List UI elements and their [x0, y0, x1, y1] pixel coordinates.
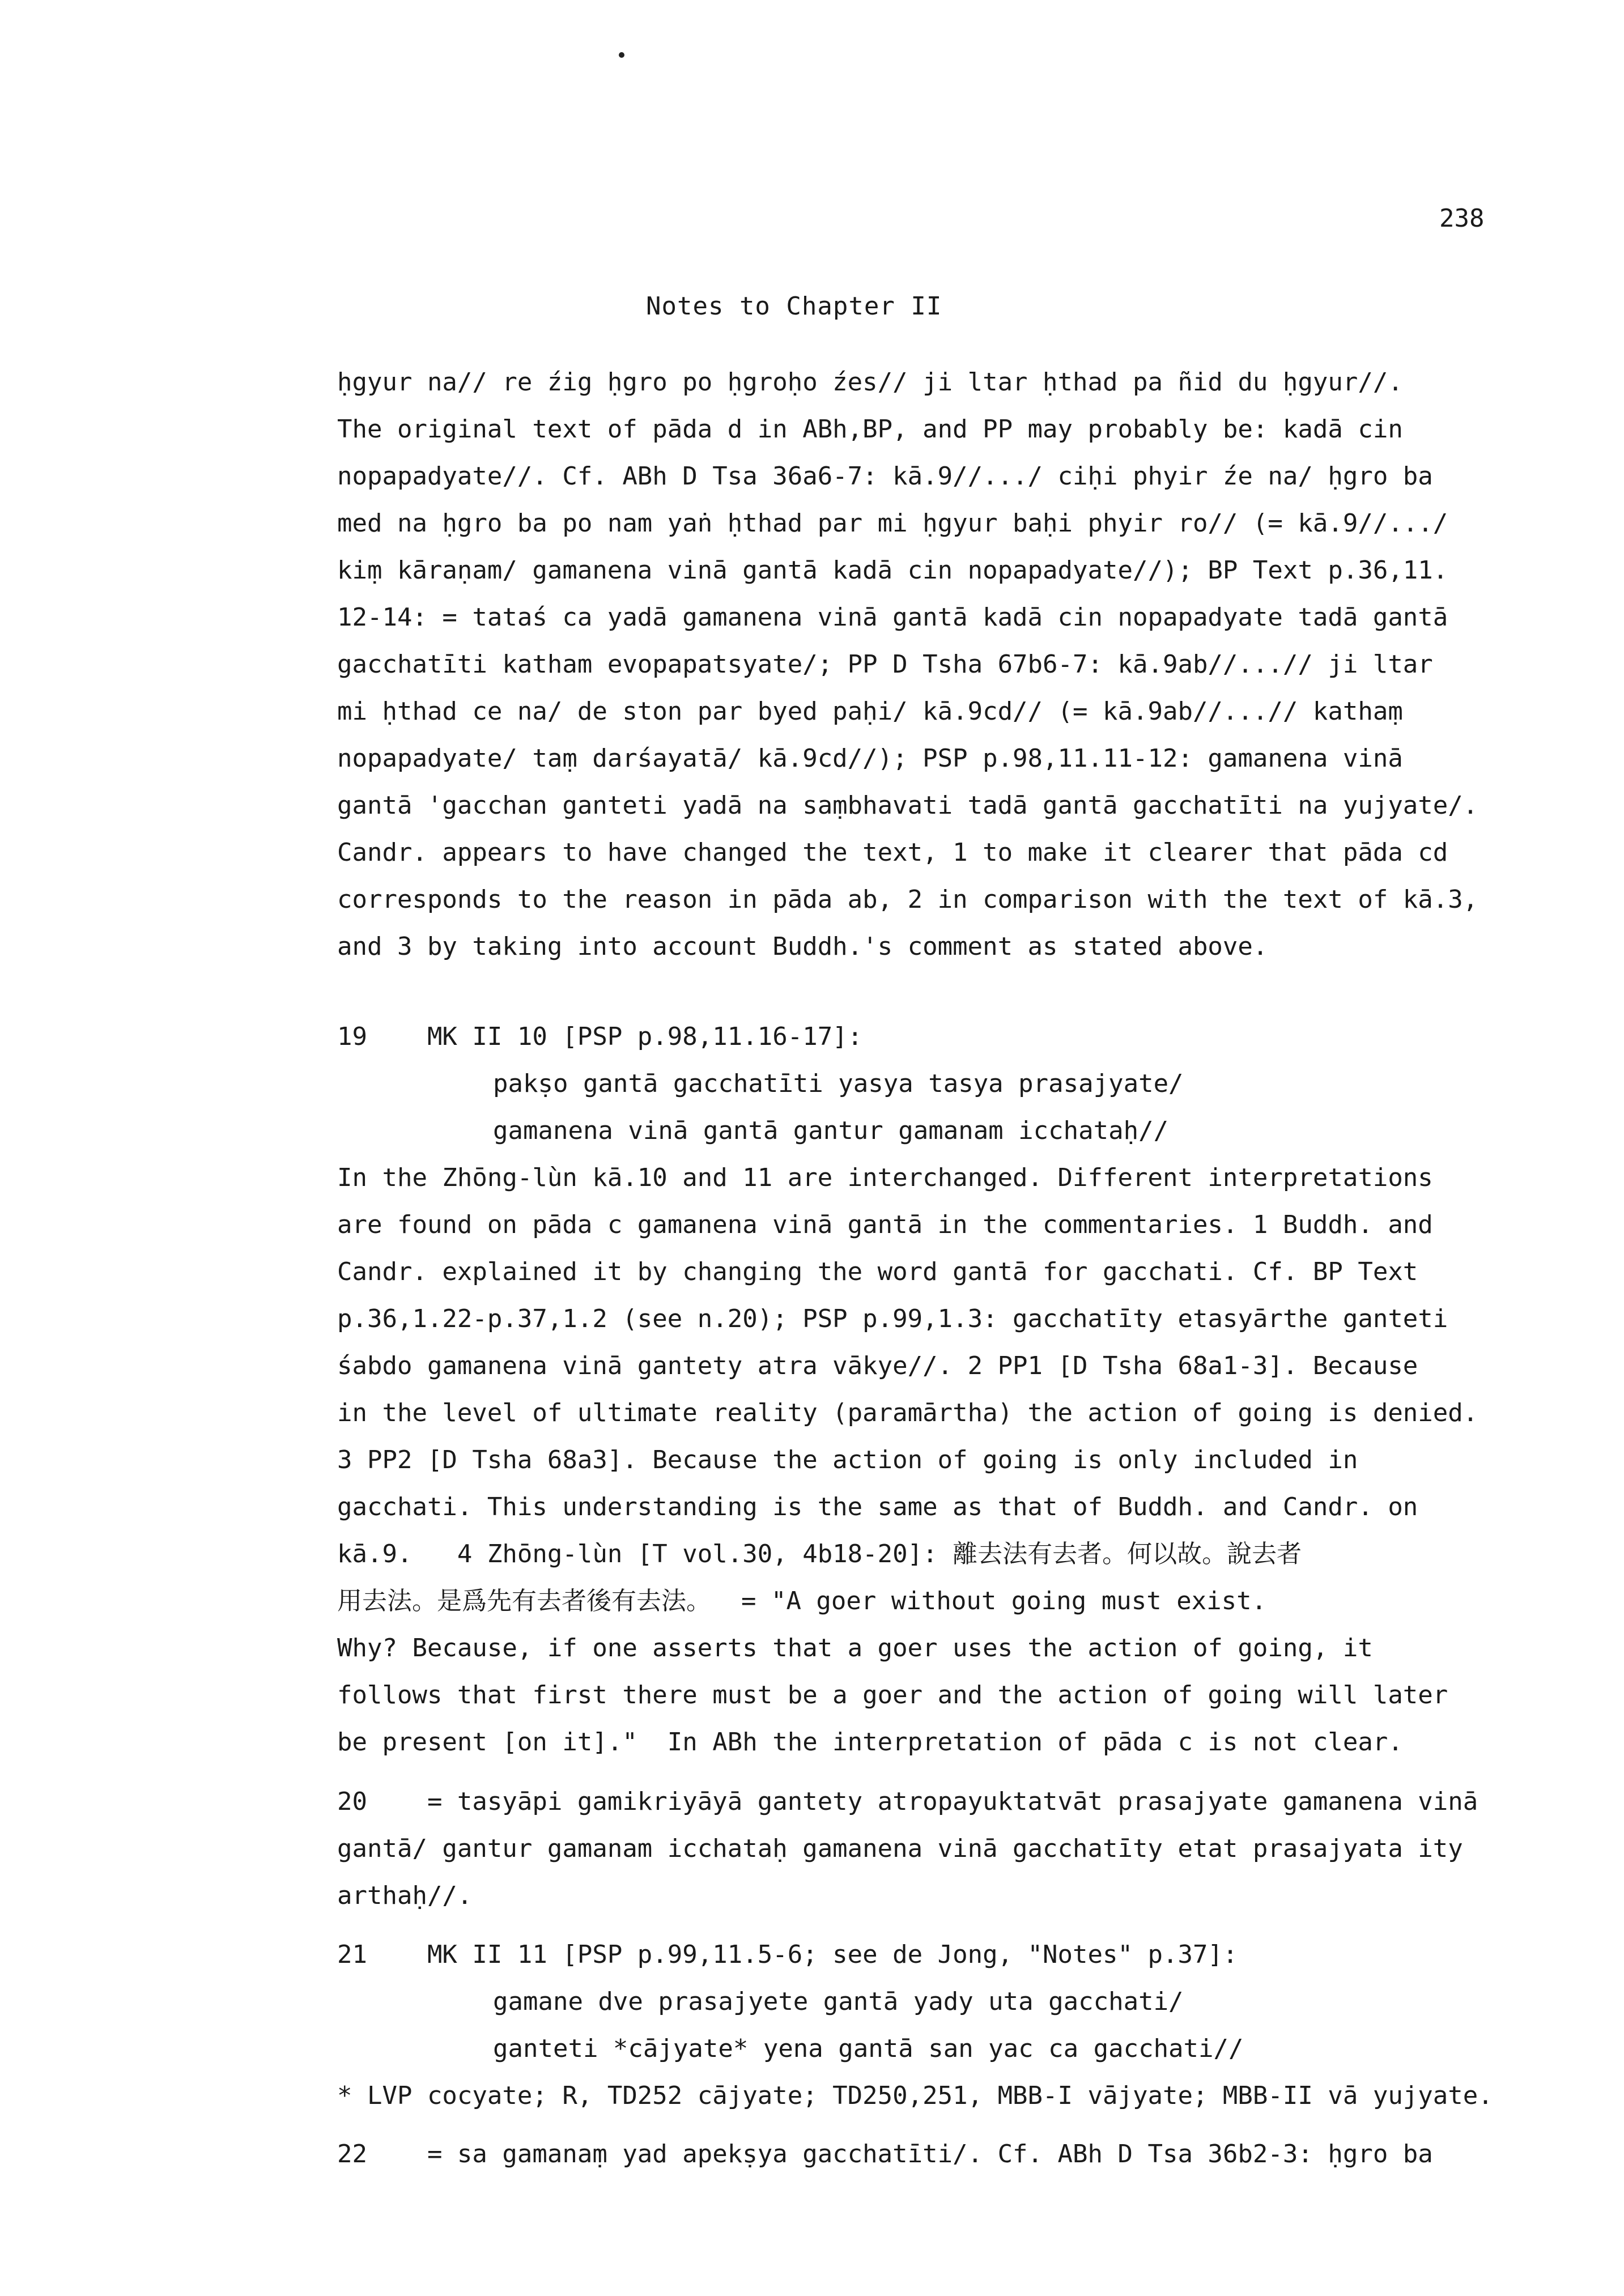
- text-line: gantā/ gantur gamanam icchataḥ gamanena vinā gacchatīty etat prasajyata ity: [337, 1834, 1463, 1863]
- text-line: Why? Because, if one asserts that a goer uses the action of going, it: [337, 1634, 1373, 1663]
- page-number: 238: [1439, 204, 1485, 233]
- text-line: In the Zhōng-lùn kā.10 and 11 are interchanged. Different interpretations: [337, 1163, 1433, 1192]
- text-line: 12-14: = tataś ca yadā gamanena vinā gantā kadā cin nopapadyate tadā gantā: [337, 603, 1448, 632]
- text-line: p.36,1.22-p.37,1.2 (see n.20); PSP p.99,1.3: gacchatīty etasyārthe ganteti: [337, 1304, 1448, 1333]
- text-line: and 3 by taking into account Buddh.'s comment as stated above.: [337, 932, 1268, 961]
- text-line: gacchati. This understanding is the same as that of Buddh. and Candr. on: [337, 1493, 1418, 1521]
- text-line: in the level of ultimate reality (paramārtha) the action of going is denied.: [337, 1398, 1478, 1427]
- verse-line: ganteti *cājyate* yena gantā san yac ca gacchati//: [493, 2034, 1244, 2063]
- text-line: The original text of pāda d in ABh,BP, and PP may probably be: kadā cin: [337, 415, 1403, 444]
- text-line: be present [on it]." In ABh the interpretation of pāda c is not clear.: [337, 1728, 1403, 1757]
- text-line: gacchatīti katham evopapatsyate/; PP D Tsha 67b6-7: kā.9ab//...// ji ltar: [337, 650, 1433, 679]
- verse-line: gamanena vinā gantā gantur gamanam icchataḥ//: [493, 1116, 1169, 1145]
- text-line: 3 PP2 [D Tsha 68a3]. Because the action of going is only included in: [337, 1445, 1358, 1474]
- text-line: Candr. explained it by changing the word gantā for gacchati. Cf. BP Text: [337, 1257, 1418, 1286]
- text-line: follows that first there must be a goer and the action of going will later: [337, 1681, 1448, 1710]
- text-line: gantā 'gacchan ganteti yadā na saṃbhavati tadā gantā gacchatīti na yujyate/.: [337, 791, 1478, 820]
- note-21-heading: 21 MK II 11 [PSP p.99,11.5-6; see de Jong, "Notes" p.37]:: [337, 1940, 1238, 1969]
- note-20: 20 = tasyāpi gamikriyāyā gantety atropayuktatvāt prasajyate gamanena vinā: [337, 1787, 1478, 1816]
- speck-mark: [619, 52, 624, 58]
- text-line: mi ḥthad ce na/ de ston par byed paḥi/ kā.9cd// (= kā.9ab//...// kathaṃ: [337, 697, 1403, 726]
- text-line: 用去法。是爲先有去者後有去法。 = "A goer without going must exist.: [337, 1587, 1267, 1615]
- text-line: med na ḥgro ba po nam yaṅ ḥthad par mi ḥgyur baḥi phyir ro// (= kā.9//.../: [337, 509, 1448, 538]
- note-22: 22 = sa gamanaṃ yad apekṣya gacchatīti/. Cf. ABh D Tsa 36b2-3: ḥgro ba: [337, 2140, 1433, 2169]
- text-line: corresponds to the reason in pāda ab, 2 in comparison with the text of kā.3,: [337, 885, 1478, 914]
- note-19-heading: 19 MK II 10 [PSP p.98,11.16-17]:: [337, 1022, 863, 1051]
- verse-line: pakṣo gantā gacchatīti yasya tasya prasajyate/: [493, 1069, 1184, 1098]
- text-line: nopapadyate//. Cf. ABh D Tsa 36a6-7: kā.9//.../ ciḥi phyir źe na/ ḥgro ba: [337, 462, 1433, 491]
- page-header: Notes to Chapter II: [646, 292, 942, 321]
- variant-readings: * LVP cocyate; R, TD252 cājyate; TD250,251, MBB-I vājyate; MBB-II vā yujyate.: [337, 2081, 1493, 2110]
- text-line: are found on pāda c gamanena vinā gantā in the commentaries. 1 Buddh. and: [337, 1210, 1433, 1239]
- text-line: śabdo gamanena vinā gantety atra vākye//. 2 PP1 [D Tsha 68a1-3]. Because: [337, 1351, 1418, 1380]
- text-line: nopapadyate/ taṃ darśayatā/ kā.9cd//); PSP p.98,11.11-12: gamanena vinā: [337, 744, 1403, 773]
- text-line: arthaḥ//.: [337, 1881, 473, 1910]
- text-line: kā.9. 4 Zhōng-lùn [T vol.30, 4b18-20]: 離去法有去者。何以故。說去者: [337, 1540, 1302, 1568]
- text-line: Candr. appears to have changed the text, 1 to make it clearer that pāda cd: [337, 838, 1448, 867]
- verse-line: gamane dve prasajyete gantā yady uta gacchati/: [493, 1987, 1184, 2016]
- text-line: kiṃ kāraṇam/ gamanena vinā gantā kadā cin nopapadyate//); BP Text p.36,11.: [337, 556, 1448, 585]
- text-line: ḥgyur na// re źig ḥgro po ḥgroḥo źes// ji ltar ḥthad pa ñid du ḥgyur//.: [337, 368, 1403, 397]
